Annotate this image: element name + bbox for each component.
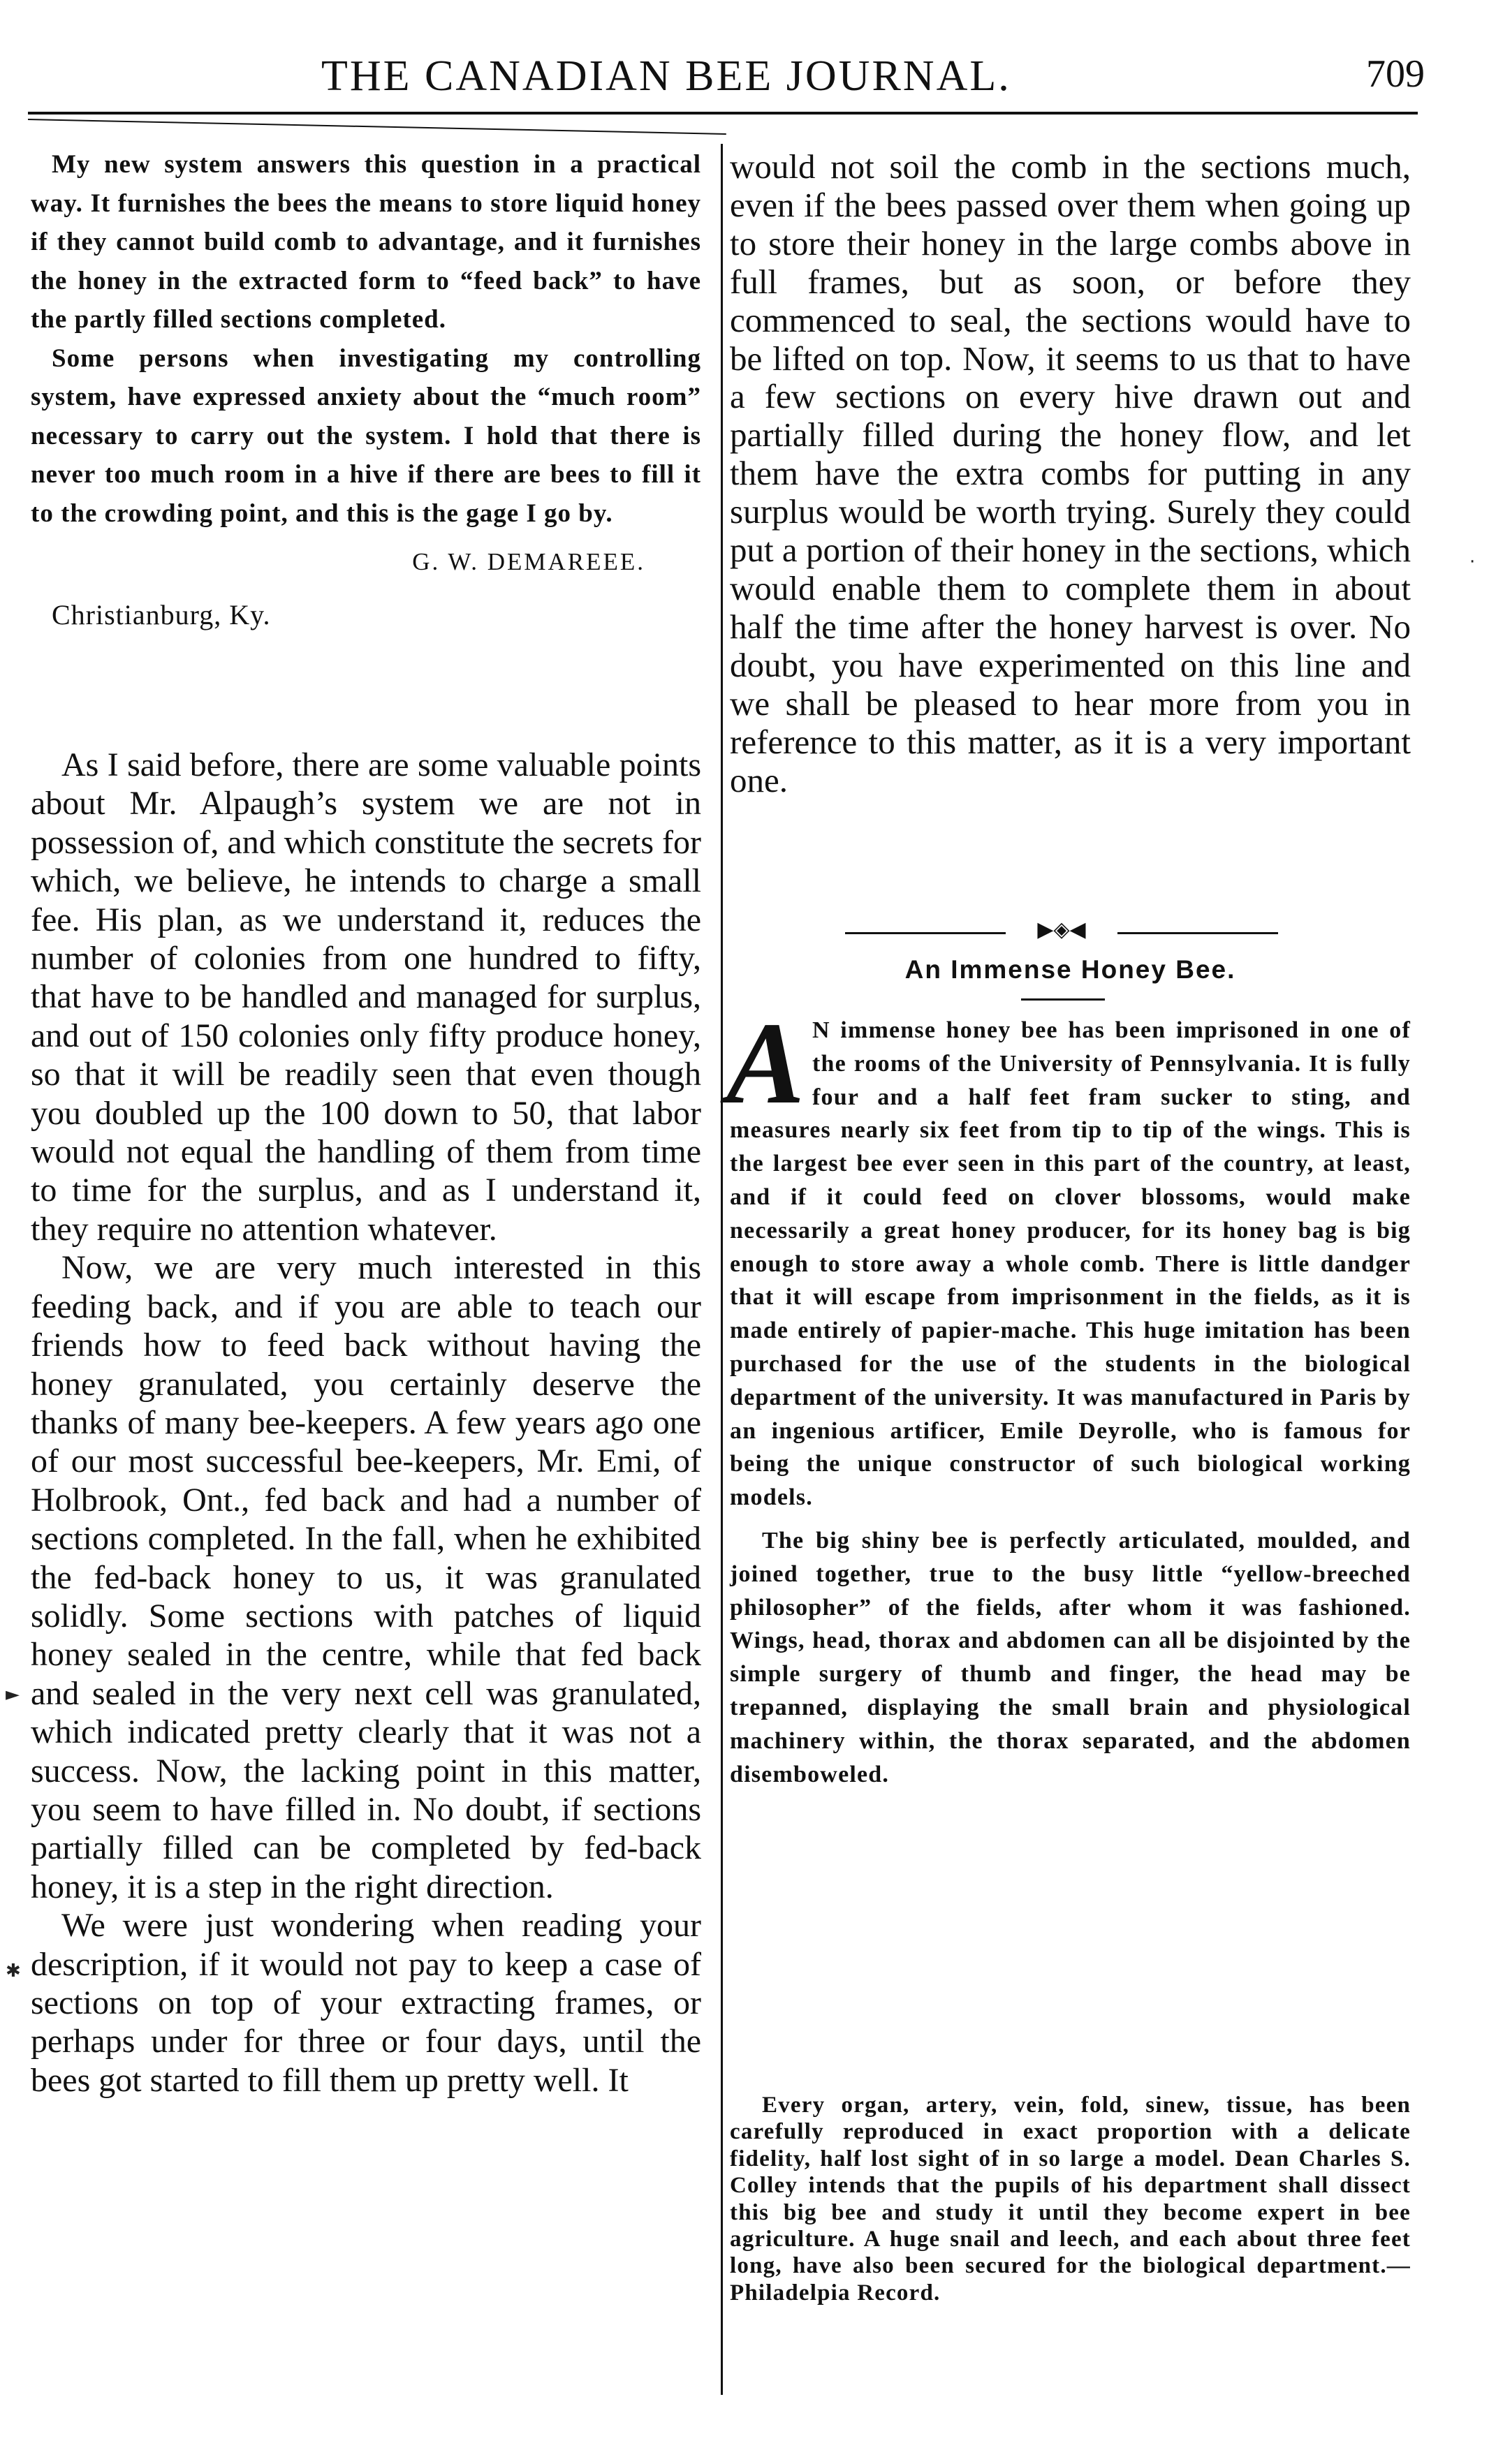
editorial-paragraph: As I said before, there are some valuable points about Mr. Alpaugh’s system we are not in possession of, and which constitute the secrets for which, we believe, he intends to charge a small fee. His plan, as we understand it, reduces the number of colonies from one hundred to fifty, that have to be handled and managed for surplus, and out of 150 colonies only fifty produce honey, so that it will be readily seen that even though you doubled up the 100 down to 50, that labor would not equal the handling of them from time to time for the surplus, and as I understand it, they require no attention whatever. [31, 746, 701, 1248]
page-number: 709 [1366, 52, 1425, 96]
margin-mark-icon: · [1469, 552, 1476, 573]
letter-paragraph: Some persons when investigating my controlling system, have expressed anxiety about the “much room” necessary to carry out the system. I hold that there is never too much room in a hive if there are bees to fill it to the crowding point, and this is the gage I go by. [31, 344, 701, 528]
margin-mark-icon: ► [6, 1684, 20, 1705]
running-title: THE CANADIAN BEE JOURNAL. [321, 52, 1011, 100]
header-rule [28, 112, 1418, 115]
drop-cap: A [726, 998, 805, 1128]
margin-mark-icon: ✱ [6, 1961, 21, 1982]
signature: G. W. DEMAREEE. [412, 548, 645, 575]
editorial-section [31, 746, 701, 2100]
header-rule-thin [28, 119, 726, 135]
title-rule [1021, 998, 1105, 1001]
editorial-continuation [730, 148, 1411, 799]
article-paragraph: Every organ, artery, vein, fold, sinew, tissue, has been carefully reproduced in exact proportion with a delicate fidelity, half lost sight of in so large a model. Dean Charles S. Colley intends that the pupils of his department shall dissect this big bee and study it until they become expert in bee agriculture. A huge snail and leech, and each about three feet long, have also been secured for the biological department.—Philadelpia Record. [730, 2093, 1411, 2306]
editorial-paragraph: Now, we are very much interested in this feeding back, and if you are able to teach our friends how to feed back without having the honey granulated, you certainly deserve the thanks of many bee-keepers. A few years ago one of our most successful bee-keepers, Mr. Emi, of Holbrook, Ont., fed back and had a number of sections completed. In the fall, when he exhibited the fed-back honey to us, it was granulated solidly. Some sections with patches of liquid honey sealed in the centre, while that fed back and sealed in the very next cell was granulated, which indicated pretty clearly that it was not a success. Now, the lacking point in this matter, you seem to have filled in. No doubt, if sections partially filled can be completed by fed-back honey, it is a step in the right direction. [31, 1249, 701, 1905]
page-header [28, 52, 1425, 108]
article-body-end [730, 2092, 1411, 2306]
continuation-paragraph: would not soil the comb in the sections much, even if the bees passed over them when going up to store their honey in the large combs above in full frames, but as soon, or before they commenced to seal, the sections would have to be lifted on top. Now, it seems to us that to have a few sections on every hive drawn out and partially filled during the honey flow, and let them have the extra combs for putting in any surplus would be worth trying. Surely they could put a portion of their honey in the sections, which would enable them to complete them in about half the time after the honey harvest is over. No doubt, you have experimented on this line and we shall be pleased to hear more from you in reference to this matter, as it is a very important one. [730, 147, 1411, 799]
dateline: Christianburg, Ky. [52, 598, 271, 630]
letter-paragraph: My new system answers this question in a practical way. It furnishes the bees the means to store liquid honey if they cannot build comb to advantage, and it furnishes the honey in the extracted form to “feed back” to have the partly filled sections completed. [31, 150, 701, 334]
column-divider [721, 144, 723, 2395]
ornament-icon: ▶◈◀ [1037, 917, 1086, 942]
section-ornament [845, 917, 1278, 942]
article-paragraph: The big shiny bee is perfectly articulated, moulded, and joined together, true to the busy little “yellow-breeched philosopher” of the fields, after whom it was fashioned. Wings, head, thorax and abdomen can all be disjointed by the simple surgery of thumb and finger, the head may be trepanned, displaying the small brain and physiological machinery within, the thorax separated, and the abdomen disemboweled. [730, 1527, 1411, 1787]
article-body [730, 1014, 1411, 1791]
article-title: An Immense Honey Bee. [904, 955, 1236, 984]
article-paragraph: N immense honey bee has been imprisoned in one of the rooms of the University of Pennsylvania. It is fully four and a half feet fram sucker to sting, and measures nearly six feet from tip to tip of the wings. This is the largest bee ever seen in this part of the country, at least, and if it could feed on clover blossoms, would make necessarily a great honey producer, for its honey bag is big enough to store away a whole comb. There is little dandger that it will escape from imprisonment in the fields, as it is made entirely of papier-mache. This huge imitation has been purchased for the use of the students in the biological department of the university. It was manufactured in Paris by an ingenious artificer, Emile Deyrolle, who is famous for being the unique constructor of such biological working models. [730, 1017, 1411, 1511]
editorial-paragraph: We were just wondering when reading your description, if it would not pay to keep a case of sections on top of your extracting frames, or perhaps under for three or four days, until the bees got started to fill them up pretty well. It [31, 1907, 701, 2099]
letter-section [31, 145, 701, 634]
